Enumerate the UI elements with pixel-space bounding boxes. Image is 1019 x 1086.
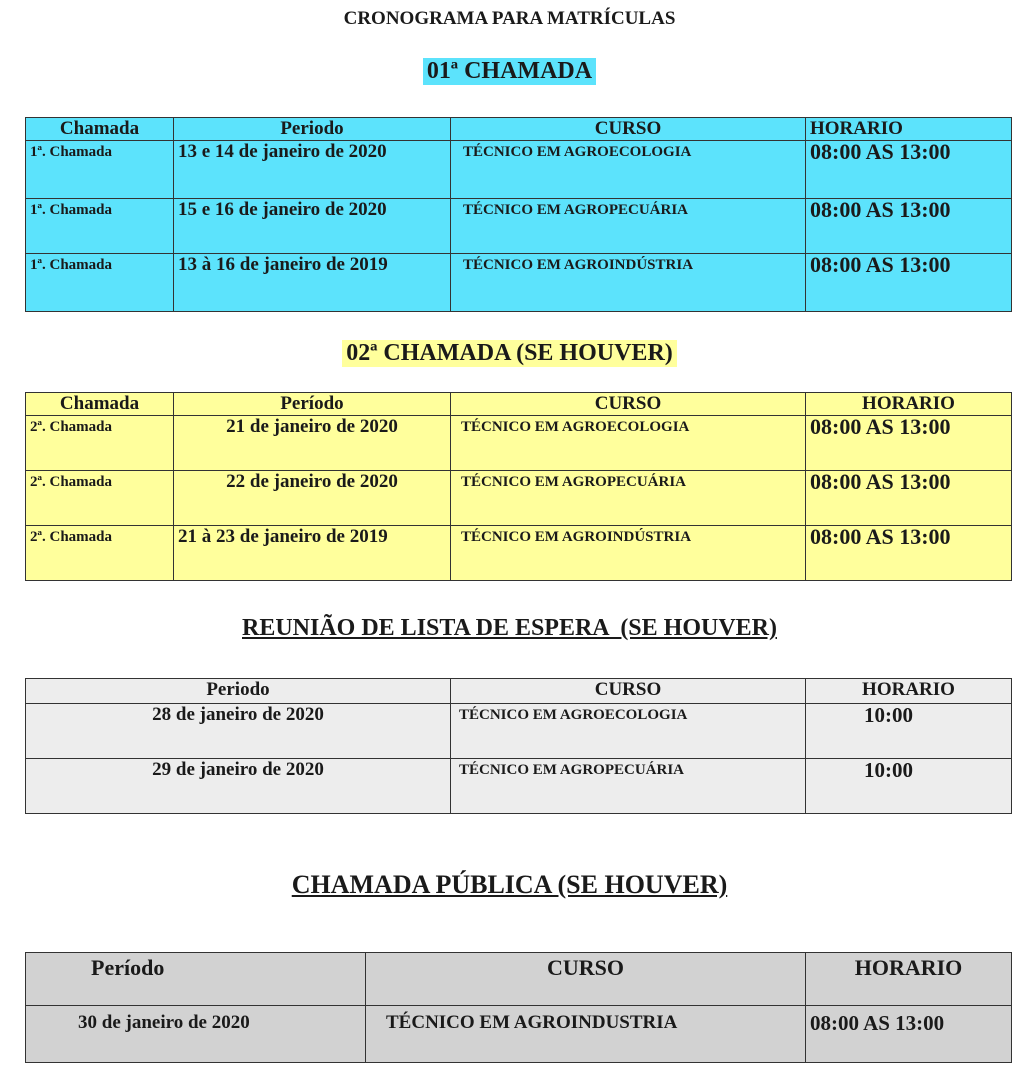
cell: 08:00 AS 13:00 (806, 471, 1012, 526)
heading-text: 01ª CHAMADA (423, 58, 596, 85)
title-text: CRONOGRAMA PARA MATRÍCULAS (343, 8, 676, 29)
section4-heading (0, 870, 1019, 900)
cell: TÉCNICO EM AGROPECUÁRIA (451, 759, 806, 814)
header-cell: Período (174, 393, 451, 416)
cell: TÉCNICO EM AGROECOLOGIA (451, 704, 806, 759)
cell: 21 de janeiro de 2020 (174, 416, 451, 471)
table-row (26, 704, 1012, 759)
header-cell: HORARIO (806, 118, 1012, 141)
heading-text: REUNIÃO DE LISTA DE ESPERA (SE HOUVER) (242, 615, 777, 641)
header-cell: CURSO (451, 679, 806, 704)
header-cell: CURSO (451, 118, 806, 141)
first-call-table (25, 117, 1012, 312)
header-cell: HORARIO (806, 393, 1012, 416)
section3-heading (0, 615, 1019, 642)
header-cell: CURSO (451, 393, 806, 416)
cell: 2ª. Chamada (26, 526, 174, 581)
header-cell: HORARIO (806, 953, 1012, 1006)
table-header-row (26, 118, 1012, 141)
cell: TÉCNICO EM AGROPECUÁRIA (451, 471, 806, 526)
table-row (26, 1006, 1012, 1063)
header-cell: Chamada (26, 393, 174, 416)
public-call-table (25, 952, 1012, 1063)
section1-heading (0, 58, 1019, 85)
cell: 08:00 AS 13:00 (806, 141, 1012, 199)
cell: 1ª. Chamada (26, 254, 174, 312)
cell: TÉCNICO EM AGROPECUÁRIA (451, 199, 806, 254)
cell: 21 à 23 de janeiro de 2019 (174, 526, 451, 581)
document-title (0, 8, 1019, 30)
cell: 08:00 AS 13:00 (806, 254, 1012, 312)
table-row (26, 471, 1012, 526)
header-cell: CURSO (366, 953, 806, 1006)
header-cell: HORARIO (806, 679, 1012, 704)
heading-text: 02ª CHAMADA (SE HOUVER) (342, 340, 677, 367)
table-header-row (26, 679, 1012, 704)
table-header-row (26, 393, 1012, 416)
cell: 08:00 AS 13:00 (806, 416, 1012, 471)
cell: TÉCNICO EM AGROECOLOGIA (451, 141, 806, 199)
cell: 1ª. Chamada (26, 199, 174, 254)
cell: 2ª. Chamada (26, 471, 174, 526)
table-row (26, 199, 1012, 254)
table-row (26, 254, 1012, 312)
cell: 2ª. Chamada (26, 416, 174, 471)
header-cell: Chamada (26, 118, 174, 141)
table-row (26, 526, 1012, 581)
cell: 15 e 16 de janeiro de 2020 (174, 199, 451, 254)
cell: 30 de janeiro de 2020 (26, 1006, 366, 1063)
cell: TÉCNICO EM AGROINDÚSTRIA (451, 526, 806, 581)
cell: TÉCNICO EM AGROINDÚSTRIA (451, 254, 806, 312)
cell: 28 de janeiro de 2020 (26, 704, 451, 759)
waiting-list-table (25, 678, 1012, 814)
header-cell: Periodo (174, 118, 451, 141)
table-header-row (26, 953, 1012, 1006)
cell: TÉCNICO EM AGROECOLOGIA (451, 416, 806, 471)
second-call-table (25, 392, 1012, 581)
section2-heading (0, 340, 1019, 367)
cell: 08:00 AS 13:00 (806, 526, 1012, 581)
cell: 08:00 AS 13:00 (806, 199, 1012, 254)
cell: TÉCNICO EM AGROINDUSTRIA (366, 1006, 806, 1063)
cell: 13 e 14 de janeiro de 2020 (174, 141, 451, 199)
heading-text: CHAMADA PÚBLICA (SE HOUVER) (291, 870, 728, 899)
header-cell: Período (26, 953, 366, 1006)
cell: 22 de janeiro de 2020 (174, 471, 451, 526)
cell: 08:00 AS 13:00 (806, 1006, 1012, 1063)
cell: 13 à 16 de janeiro de 2019 (174, 254, 451, 312)
header-cell: Periodo (26, 679, 451, 704)
table-row (26, 416, 1012, 471)
cell: 10:00 (806, 759, 1012, 814)
table-row (26, 759, 1012, 814)
cell: 10:00 (806, 704, 1012, 759)
cell: 29 de janeiro de 2020 (26, 759, 451, 814)
cell: 1ª. Chamada (26, 141, 174, 199)
table-row (26, 141, 1012, 199)
